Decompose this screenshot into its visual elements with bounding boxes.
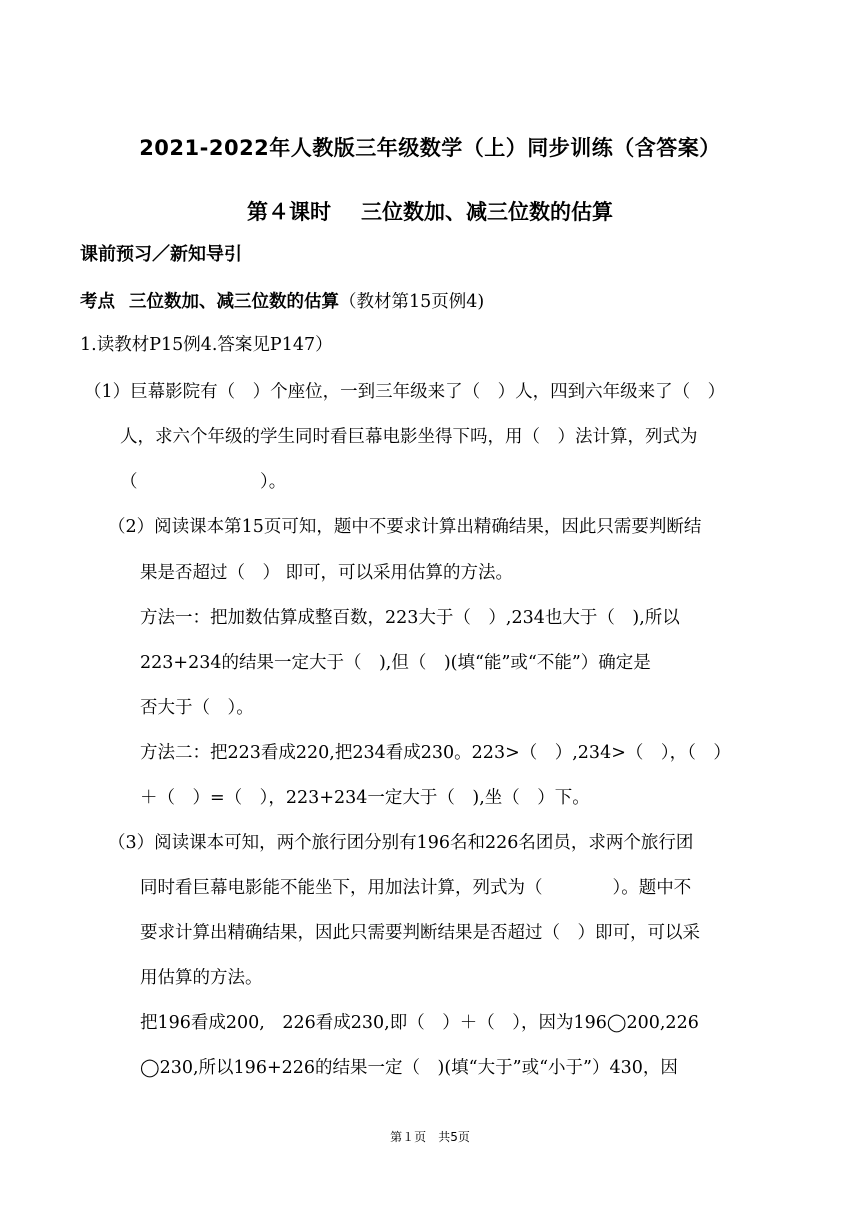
- text-line: 方法二：把223看成220,把234看成230。223>（ ）,234>（ ），（ ）: [140, 743, 731, 763]
- topic-reference: （教材第15页例4): [339, 292, 485, 312]
- document-title: 2021-2022年人教版三年级数学（上）同步训练（含答案）: [139, 136, 721, 160]
- text-line: 同时看巨幕电影能不能坐下，用加法计算，列式为（ ）。题中不: [140, 878, 692, 898]
- text-line: 把196看成200, 226看成230,即（ ）＋（ ），因为196◯200,226: [140, 1013, 699, 1033]
- text-line: 用估算的方法。: [140, 968, 263, 988]
- lesson-number: 第４课时: [247, 200, 331, 224]
- text-line: （2）阅读课本第15页可知，题中不要求计算出精确结果，因此只需要判断结: [108, 517, 702, 537]
- question-intro: 1.读教材P15例4.答案见P147）: [80, 335, 333, 355]
- text-line: 方法一：把加数估算成整百数，223大于（ ）,234也大于（ ),所以: [140, 608, 680, 628]
- text-line: （3）阅读课本可知，两个旅行团分别有196名和226名团员，求两个旅行团: [108, 833, 694, 853]
- text-line: 人，求六个年级的学生同时看巨幕电影坐得下吗，用（ ）法计算，列式为: [120, 427, 698, 447]
- page-number: 第１页: [390, 1130, 427, 1144]
- section-heading: 课前预习／新知导引: [80, 244, 242, 265]
- text-line: 要求计算出精确结果，因此只需要判断结果是否超过（ ）即可，可以采: [140, 923, 700, 943]
- text-line: 223+234的结果一定大于（ ),但（ )(填“能”或“不能”）确定是: [140, 653, 651, 673]
- topic-label: 考点: [80, 292, 115, 312]
- text-line: （1）巨幕影院有（ ）个座位，一到三年级来了（ ）人，四到六年级来了（ ）: [84, 382, 726, 402]
- text-line: （ ）。: [120, 472, 287, 492]
- text-line: 否大于（ ）。: [140, 698, 254, 718]
- text-line: ◯230,所以196+226的结果一定（ )(填“大于”或“小于”）430，因: [140, 1058, 678, 1078]
- page-total: 共5页: [438, 1130, 470, 1144]
- page-footer: [0, 1128, 860, 1145]
- lesson-title: [0, 196, 860, 226]
- topic-name: 三位数加、减三位数的估算: [129, 292, 339, 312]
- lesson-name: 三位数加、减三位数的估算: [361, 200, 613, 224]
- text-line: ＋（ ）=（ ），223+234一定大于（ ),坐（ ）下。: [140, 788, 590, 808]
- topic-line: [80, 290, 484, 314]
- text-line: 果是否超过（ ） 即可，可以采用估算的方法。: [140, 563, 514, 583]
